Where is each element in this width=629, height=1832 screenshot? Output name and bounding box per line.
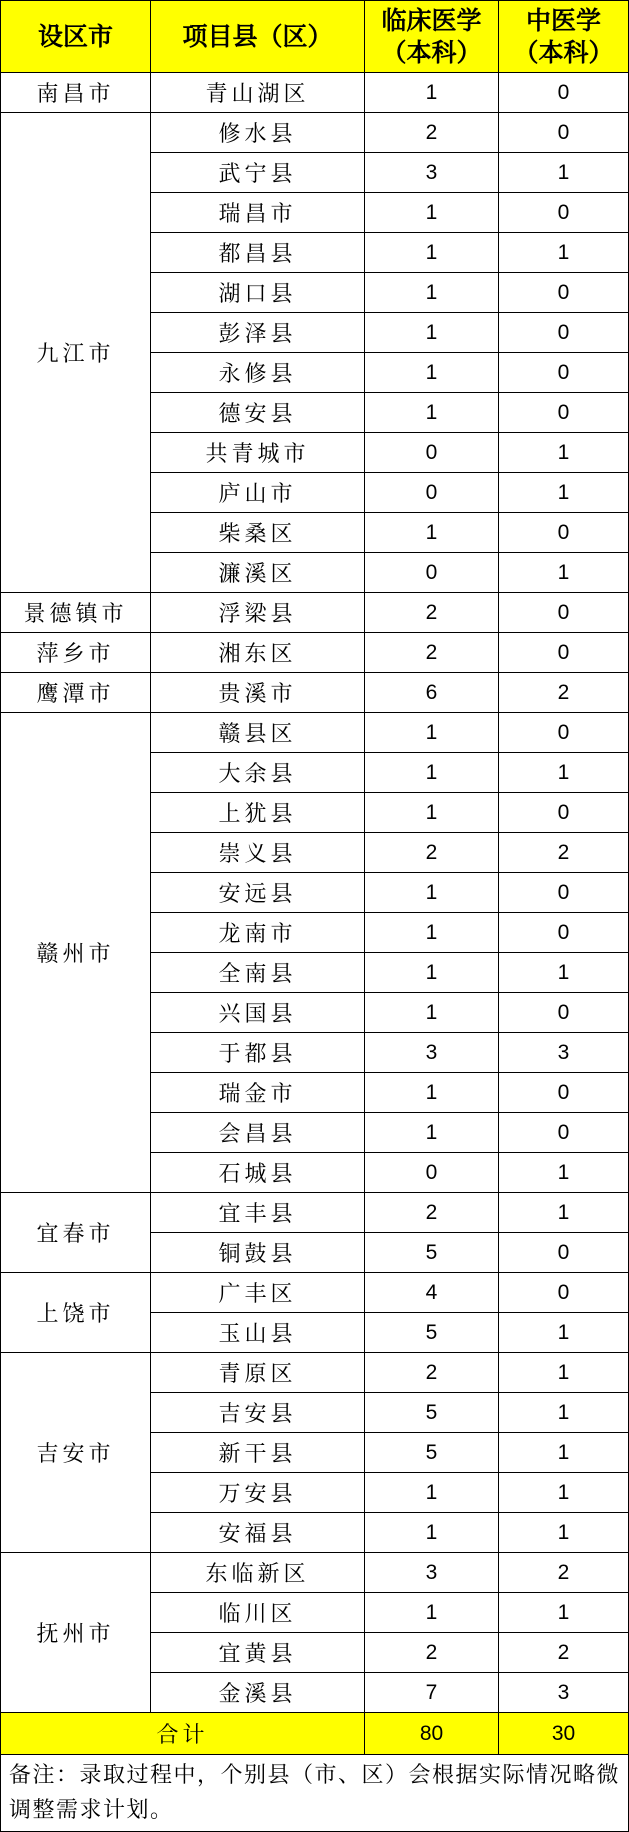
tcm-quota-cell: 1 bbox=[499, 233, 629, 273]
clinical-quota-cell: 1 bbox=[365, 1073, 499, 1113]
county-cell: 修水县 bbox=[151, 113, 365, 153]
county-cell: 宜丰县 bbox=[151, 1193, 365, 1233]
clinical-quota-cell: 2 bbox=[365, 1193, 499, 1233]
clinical-quota-cell: 0 bbox=[365, 553, 499, 593]
tcm-quota-cell: 0 bbox=[499, 793, 629, 833]
tcm-quota-cell: 1 bbox=[499, 153, 629, 193]
county-cell: 武宁县 bbox=[151, 153, 365, 193]
tcm-quota-cell: 0 bbox=[499, 113, 629, 153]
county-cell: 广丰区 bbox=[151, 1273, 365, 1313]
table-row bbox=[1, 113, 629, 153]
clinical-quota-cell: 1 bbox=[365, 913, 499, 953]
city-cell: 上饶市 bbox=[1, 1273, 151, 1353]
header-tcm-line1: 中医学 bbox=[525, 5, 601, 35]
clinical-quota-cell: 4 bbox=[365, 1273, 499, 1313]
clinical-quota-cell: 1 bbox=[365, 513, 499, 553]
tcm-quota-cell: 1 bbox=[499, 1353, 629, 1393]
clinical-quota-cell: 1 bbox=[365, 873, 499, 913]
clinical-quota-cell: 1 bbox=[365, 233, 499, 273]
tcm-quota-cell: 0 bbox=[499, 353, 629, 393]
note-text: 备注：录取过程中，个别县（市、区）会根据实际情况略微调整需求计划。 bbox=[1, 1755, 629, 1832]
clinical-quota-cell: 1 bbox=[365, 1113, 499, 1153]
county-cell: 玉山县 bbox=[151, 1313, 365, 1353]
table-row bbox=[1, 1193, 629, 1233]
county-cell: 瑞昌市 bbox=[151, 193, 365, 233]
tcm-quota-cell: 0 bbox=[499, 313, 629, 353]
total-clinical: 80 bbox=[365, 1713, 499, 1755]
clinical-quota-cell: 0 bbox=[365, 433, 499, 473]
clinical-quota-cell: 5 bbox=[365, 1393, 499, 1433]
county-cell: 大余县 bbox=[151, 753, 365, 793]
county-cell: 浮梁县 bbox=[151, 593, 365, 633]
tcm-quota-cell: 0 bbox=[499, 73, 629, 113]
clinical-quota-cell: 3 bbox=[365, 1553, 499, 1593]
county-cell: 共青城市 bbox=[151, 433, 365, 473]
clinical-quota-cell: 1 bbox=[365, 793, 499, 833]
city-cell: 九江市 bbox=[1, 113, 151, 593]
county-cell: 庐山市 bbox=[151, 473, 365, 513]
table-row bbox=[1, 1273, 629, 1313]
header-clinical-line2: （本科） bbox=[381, 37, 482, 67]
tcm-quota-cell: 1 bbox=[499, 1433, 629, 1473]
city-cell: 吉安市 bbox=[1, 1353, 151, 1553]
table-row bbox=[1, 593, 629, 633]
county-cell: 德安县 bbox=[151, 393, 365, 433]
county-cell: 宜黄县 bbox=[151, 1633, 365, 1673]
county-cell: 石城县 bbox=[151, 1153, 365, 1193]
tcm-quota-cell: 2 bbox=[499, 1553, 629, 1593]
city-cell: 南昌市 bbox=[1, 73, 151, 113]
county-cell: 上犹县 bbox=[151, 793, 365, 833]
city-cell: 萍乡市 bbox=[1, 633, 151, 673]
clinical-quota-cell: 1 bbox=[365, 273, 499, 313]
county-cell: 贵溪市 bbox=[151, 673, 365, 713]
tcm-quota-cell: 0 bbox=[499, 1073, 629, 1113]
table-row bbox=[1, 73, 629, 113]
clinical-quota-cell: 1 bbox=[365, 1593, 499, 1633]
county-cell: 全南县 bbox=[151, 953, 365, 993]
tcm-quota-cell: 0 bbox=[499, 193, 629, 233]
clinical-quota-cell: 1 bbox=[365, 193, 499, 233]
tcm-quota-cell: 1 bbox=[499, 753, 629, 793]
table-row bbox=[1, 673, 629, 713]
tcm-quota-cell: 3 bbox=[499, 1673, 629, 1713]
county-cell: 青山湖区 bbox=[151, 73, 365, 113]
tcm-quota-cell: 2 bbox=[499, 673, 629, 713]
table-row bbox=[1, 1553, 629, 1593]
tcm-quota-cell: 1 bbox=[499, 1193, 629, 1233]
clinical-quota-cell: 3 bbox=[365, 1033, 499, 1073]
tcm-quota-cell: 1 bbox=[499, 1473, 629, 1513]
table-body bbox=[1, 73, 629, 1713]
county-cell: 临川区 bbox=[151, 1593, 365, 1633]
clinical-quota-cell: 1 bbox=[365, 393, 499, 433]
clinical-quota-cell: 3 bbox=[365, 153, 499, 193]
clinical-quota-cell: 2 bbox=[365, 833, 499, 873]
note-row bbox=[1, 1755, 629, 1832]
tcm-quota-cell: 1 bbox=[499, 433, 629, 473]
tcm-quota-cell: 1 bbox=[499, 1593, 629, 1633]
clinical-quota-cell: 1 bbox=[365, 313, 499, 353]
clinical-quota-cell: 2 bbox=[365, 113, 499, 153]
county-cell: 龙南市 bbox=[151, 913, 365, 953]
county-cell: 青原区 bbox=[151, 1353, 365, 1393]
tcm-quota-cell: 0 bbox=[499, 1273, 629, 1313]
clinical-quota-cell: 1 bbox=[365, 353, 499, 393]
city-cell: 景德镇市 bbox=[1, 593, 151, 633]
tcm-quota-cell: 0 bbox=[499, 633, 629, 673]
county-cell: 瑞金市 bbox=[151, 1073, 365, 1113]
clinical-quota-cell: 1 bbox=[365, 953, 499, 993]
clinical-quota-cell: 5 bbox=[365, 1433, 499, 1473]
tcm-quota-cell: 1 bbox=[499, 1393, 629, 1433]
table-row bbox=[1, 1353, 629, 1393]
county-cell: 安远县 bbox=[151, 873, 365, 913]
clinical-quota-cell: 2 bbox=[365, 1633, 499, 1673]
city-cell: 鹰潭市 bbox=[1, 673, 151, 713]
tcm-quota-cell: 1 bbox=[499, 953, 629, 993]
county-cell: 柴桑区 bbox=[151, 513, 365, 553]
tcm-quota-cell: 0 bbox=[499, 873, 629, 913]
county-cell: 兴国县 bbox=[151, 993, 365, 1033]
table-header bbox=[1, 1, 629, 73]
county-cell: 崇义县 bbox=[151, 833, 365, 873]
clinical-quota-cell: 2 bbox=[365, 593, 499, 633]
county-cell: 铜鼓县 bbox=[151, 1233, 365, 1273]
tcm-quota-cell: 2 bbox=[499, 1633, 629, 1673]
header-city: 设区市 bbox=[1, 1, 151, 73]
total-row bbox=[1, 1713, 629, 1755]
city-cell: 宜春市 bbox=[1, 1193, 151, 1273]
county-cell: 东临新区 bbox=[151, 1553, 365, 1593]
header-tcm-line2: （本科） bbox=[513, 37, 614, 67]
total-label: 合计 bbox=[1, 1713, 365, 1755]
tcm-quota-cell: 0 bbox=[499, 993, 629, 1033]
tcm-quota-cell: 0 bbox=[499, 713, 629, 753]
county-cell: 湘东区 bbox=[151, 633, 365, 673]
tcm-quota-cell: 0 bbox=[499, 593, 629, 633]
county-cell: 赣县区 bbox=[151, 713, 365, 753]
clinical-quota-cell: 0 bbox=[365, 473, 499, 513]
county-cell: 都昌县 bbox=[151, 233, 365, 273]
table-row bbox=[1, 633, 629, 673]
clinical-quota-cell: 2 bbox=[365, 633, 499, 673]
table-row bbox=[1, 713, 629, 753]
tcm-quota-cell: 1 bbox=[499, 1313, 629, 1353]
county-cell: 新干县 bbox=[151, 1433, 365, 1473]
tcm-quota-cell: 1 bbox=[499, 553, 629, 593]
tcm-quota-cell: 0 bbox=[499, 1233, 629, 1273]
county-cell: 吉安县 bbox=[151, 1393, 365, 1433]
clinical-quota-cell: 0 bbox=[365, 1153, 499, 1193]
table-footer bbox=[1, 1713, 629, 1832]
clinical-quota-cell: 5 bbox=[365, 1233, 499, 1273]
county-cell: 永修县 bbox=[151, 353, 365, 393]
header-tcm bbox=[499, 1, 629, 73]
clinical-quota-cell: 5 bbox=[365, 1313, 499, 1353]
clinical-quota-cell: 2 bbox=[365, 1353, 499, 1393]
tcm-quota-cell: 1 bbox=[499, 473, 629, 513]
county-cell: 濂溪区 bbox=[151, 553, 365, 593]
tcm-quota-cell: 1 bbox=[499, 1513, 629, 1553]
clinical-quota-cell: 1 bbox=[365, 73, 499, 113]
tcm-quota-cell: 0 bbox=[499, 913, 629, 953]
city-cell: 赣州市 bbox=[1, 713, 151, 1193]
county-cell: 金溪县 bbox=[151, 1673, 365, 1713]
clinical-quota-cell: 1 bbox=[365, 1513, 499, 1553]
clinical-quota-cell: 1 bbox=[365, 713, 499, 753]
county-cell: 彭泽县 bbox=[151, 313, 365, 353]
tcm-quota-cell: 0 bbox=[499, 513, 629, 553]
tcm-quota-cell: 0 bbox=[499, 393, 629, 433]
tcm-quota-cell: 0 bbox=[499, 1113, 629, 1153]
header-clinical bbox=[365, 1, 499, 73]
tcm-quota-cell: 0 bbox=[499, 273, 629, 313]
county-cell: 于都县 bbox=[151, 1033, 365, 1073]
county-cell: 安福县 bbox=[151, 1513, 365, 1553]
clinical-quota-cell: 1 bbox=[365, 753, 499, 793]
total-tcm: 30 bbox=[499, 1713, 629, 1755]
tcm-quota-cell: 1 bbox=[499, 1153, 629, 1193]
header-county: 项目县（区） bbox=[151, 1, 365, 73]
header-row bbox=[1, 1, 629, 73]
tcm-quota-cell: 3 bbox=[499, 1033, 629, 1073]
header-clinical-line1: 临床医学 bbox=[381, 5, 482, 35]
clinical-quota-cell: 1 bbox=[365, 993, 499, 1033]
tcm-quota-cell: 2 bbox=[499, 833, 629, 873]
clinical-quota-cell: 7 bbox=[365, 1673, 499, 1713]
city-cell: 抚州市 bbox=[1, 1553, 151, 1713]
county-cell: 会昌县 bbox=[151, 1113, 365, 1153]
clinical-quota-cell: 1 bbox=[365, 1473, 499, 1513]
county-cell: 湖口县 bbox=[151, 273, 365, 313]
clinical-quota-cell: 6 bbox=[365, 673, 499, 713]
county-cell: 万安县 bbox=[151, 1473, 365, 1513]
